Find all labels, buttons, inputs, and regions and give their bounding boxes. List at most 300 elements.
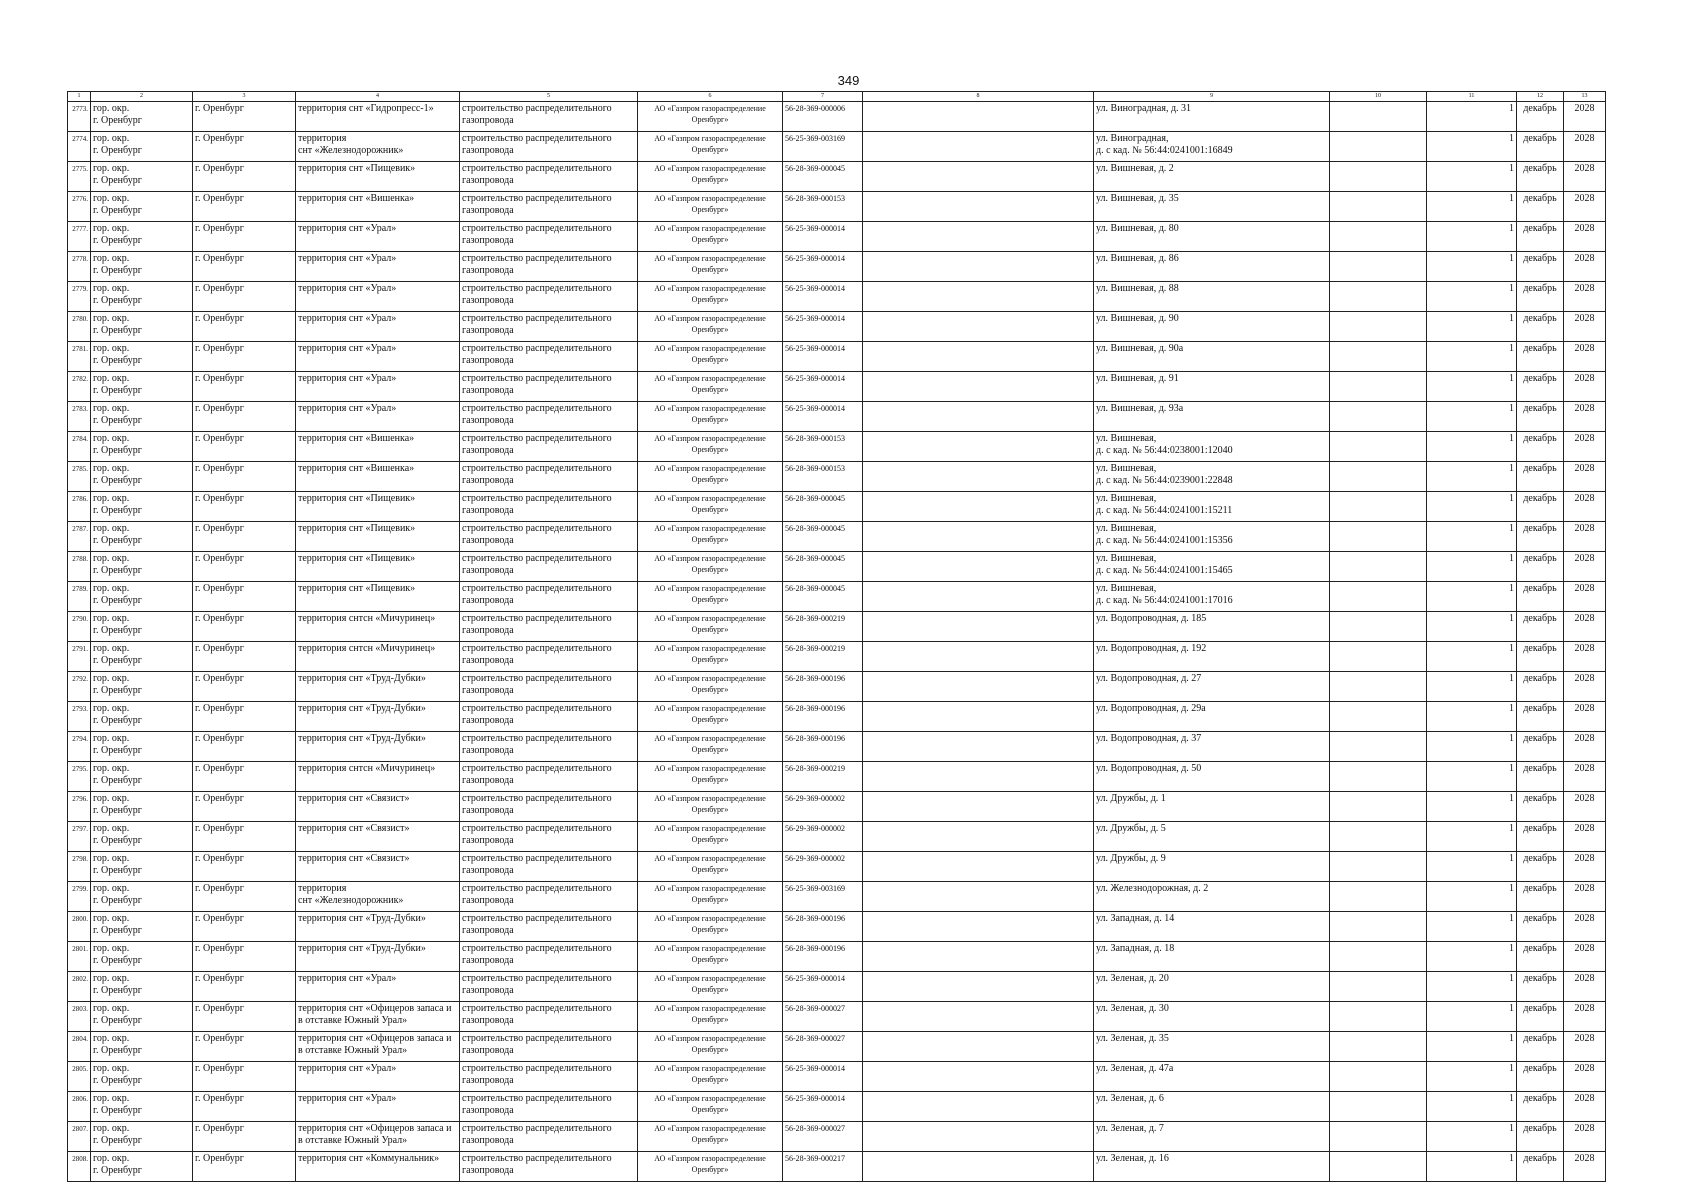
cell-registry-number: 56-25-369-003169 [783,132,863,162]
cell-column-8 [863,222,1094,252]
cell-quantity: 1 [1427,912,1517,942]
cell-municipal-district: гор. окр. г. Оренбург [91,1032,193,1062]
cell-year: 2028 [1564,222,1606,252]
cell-territory: территория снт «Пищевик» [296,552,460,582]
column-number-7: 7 [783,92,863,102]
column-number-9: 9 [1094,92,1330,102]
cell-column-10 [1330,582,1427,612]
cell-address: ул. Зеленая, д. 20 [1094,972,1330,1002]
cell-month: декабрь [1517,702,1564,732]
table-row [68,882,1606,912]
cell-work-type: строительство распределительного газопровода [460,882,638,912]
cell-month: декабрь [1517,432,1564,462]
cell-settlement: г. Оренбург [193,342,296,372]
cell-row-number: 2784. [68,432,91,462]
cell-municipal-district: гор. окр. г. Оренбург [91,612,193,642]
cell-month: декабрь [1517,552,1564,582]
cell-quantity: 1 [1427,1062,1517,1092]
cell-settlement: г. Оренбург [193,132,296,162]
cell-column-8 [863,192,1094,222]
table-row [68,942,1606,972]
table-row [68,102,1606,132]
cell-column-8 [863,1122,1094,1152]
cell-column-10 [1330,792,1427,822]
cell-organization: АО «Газпром газораспределение Оренбург» [638,462,783,492]
cell-quantity: 1 [1427,732,1517,762]
cell-settlement: г. Оренбург [193,672,296,702]
cell-column-8 [863,852,1094,882]
cell-column-10 [1330,762,1427,792]
cell-settlement: г. Оренбург [193,912,296,942]
cell-year: 2028 [1564,372,1606,402]
cell-registry-number: 56-25-369-000014 [783,1092,863,1122]
cell-row-number: 2777. [68,222,91,252]
cell-year: 2028 [1564,102,1606,132]
cell-settlement: г. Оренбург [193,732,296,762]
cell-settlement: г. Оренбург [193,1122,296,1152]
cell-month: декабрь [1517,852,1564,882]
cell-territory: территория снт «Труд-Дубки» [296,942,460,972]
cell-work-type: строительство распределительного газопровода [460,372,638,402]
cell-municipal-district: гор. окр. г. Оренбург [91,132,193,162]
cell-column-10 [1330,1092,1427,1122]
cell-work-type: строительство распределительного газопровода [460,162,638,192]
cell-column-8 [863,942,1094,972]
cell-address: ул. Вишневая, д. с кад. № 56:44:0241001:17016 [1094,582,1330,612]
cell-month: декабрь [1517,252,1564,282]
cell-settlement: г. Оренбург [193,942,296,972]
cell-work-type: строительство распределительного газопровода [460,762,638,792]
cell-address: ул. Водопроводная, д. 185 [1094,612,1330,642]
cell-work-type: строительство распределительного газопровода [460,462,638,492]
cell-month: декабрь [1517,1092,1564,1122]
cell-month: декабрь [1517,792,1564,822]
cell-column-8 [863,372,1094,402]
cell-year: 2028 [1564,1122,1606,1152]
cell-year: 2028 [1564,252,1606,282]
column-number-8: 8 [863,92,1094,102]
cell-quantity: 1 [1427,372,1517,402]
table-row [68,192,1606,222]
cell-column-8 [863,642,1094,672]
cell-quantity: 1 [1427,252,1517,282]
table-row [68,492,1606,522]
table-row [68,822,1606,852]
cell-address: ул. Вишневая, д. 93а [1094,402,1330,432]
cell-row-number: 2787. [68,522,91,552]
cell-territory: территория снт «Труд-Дубки» [296,702,460,732]
cell-column-10 [1330,642,1427,672]
cell-row-number: 2795. [68,762,91,792]
cell-work-type: строительство распределительного газопровода [460,492,638,522]
cell-quantity: 1 [1427,612,1517,642]
cell-quantity: 1 [1427,312,1517,342]
cell-column-10 [1330,522,1427,552]
cell-registry-number: 56-28-369-000153 [783,462,863,492]
table-row [68,282,1606,312]
cell-territory: территория снт «Связист» [296,852,460,882]
cell-work-type: строительство распределительного газопровода [460,312,638,342]
cell-registry-number: 56-28-369-000196 [783,912,863,942]
cell-column-8 [863,792,1094,822]
cell-quantity: 1 [1427,582,1517,612]
cell-territory: территория снт «Железнодорожник» [296,882,460,912]
cell-territory: территория снт «Вишенка» [296,432,460,462]
cell-registry-number: 56-25-369-000014 [783,402,863,432]
cell-quantity: 1 [1427,522,1517,552]
cell-registry-number: 56-28-369-000153 [783,192,863,222]
column-number-2: 2 [91,92,193,102]
cell-territory: территория снт «Офицеров запаса и в отставке Южный Урал» [296,1002,460,1032]
cell-settlement: г. Оренбург [193,642,296,672]
cell-column-10 [1330,1062,1427,1092]
cell-row-number: 2782. [68,372,91,402]
cell-quantity: 1 [1427,342,1517,372]
cell-month: декабрь [1517,402,1564,432]
cell-row-number: 2790. [68,612,91,642]
cell-territory: территория снт «Труд-Дубки» [296,732,460,762]
cell-column-8 [863,1032,1094,1062]
cell-work-type: строительство распределительного газопровода [460,342,638,372]
cell-column-10 [1330,1152,1427,1182]
cell-address: ул. Железнодорожная, д. 2 [1094,882,1330,912]
cell-column-8 [863,282,1094,312]
cell-address: ул. Водопроводная, д. 192 [1094,642,1330,672]
cell-settlement: г. Оренбург [193,432,296,462]
cell-year: 2028 [1564,882,1606,912]
cell-territory: территория снт «Офицеров запаса и в отставке Южный Урал» [296,1122,460,1152]
cell-month: декабрь [1517,1032,1564,1062]
cell-territory: территория снт «Связист» [296,822,460,852]
table-row [68,912,1606,942]
cell-row-number: 2783. [68,402,91,432]
cell-quantity: 1 [1427,462,1517,492]
cell-quantity: 1 [1427,162,1517,192]
cell-settlement: г. Оренбург [193,192,296,222]
cell-column-10 [1330,462,1427,492]
cell-registry-number: 56-28-369-000045 [783,492,863,522]
cell-quantity: 1 [1427,222,1517,252]
cell-column-8 [863,132,1094,162]
cell-address: ул. Вишневая, д. с кад. № 56:44:0238001:12040 [1094,432,1330,462]
cell-work-type: строительство распределительного газопровода [460,1152,638,1182]
cell-organization: АО «Газпром газораспределение Оренбург» [638,552,783,582]
cell-column-10 [1330,432,1427,462]
cell-month: декабрь [1517,372,1564,402]
cell-work-type: строительство распределительного газопровода [460,1092,638,1122]
cell-municipal-district: гор. окр. г. Оренбург [91,282,193,312]
cell-municipal-district: гор. окр. г. Оренбург [91,1152,193,1182]
cell-work-type: строительство распределительного газопровода [460,192,638,222]
table-row [68,372,1606,402]
cell-month: декабрь [1517,132,1564,162]
cell-organization: АО «Газпром газораспределение Оренбург» [638,942,783,972]
cell-work-type: строительство распределительного газопровода [460,912,638,942]
column-number-6: 6 [638,92,783,102]
cell-municipal-district: гор. окр. г. Оренбург [91,342,193,372]
cell-settlement: г. Оренбург [193,1092,296,1122]
cell-row-number: 2804. [68,1032,91,1062]
cell-column-10 [1330,612,1427,642]
cell-settlement: г. Оренбург [193,612,296,642]
table-row [68,462,1606,492]
cell-organization: АО «Газпром газораспределение Оренбург» [638,912,783,942]
cell-territory: территория снт «Связист» [296,792,460,822]
cell-municipal-district: гор. окр. г. Оренбург [91,102,193,132]
cell-column-8 [863,432,1094,462]
cell-municipal-district: гор. окр. г. Оренбург [91,192,193,222]
cell-registry-number: 56-28-369-000045 [783,162,863,192]
cell-territory: территория снт «Пищевик» [296,162,460,192]
cell-column-8 [863,972,1094,1002]
cell-settlement: г. Оренбург [193,1002,296,1032]
cell-organization: АО «Газпром газораспределение Оренбург» [638,522,783,552]
cell-work-type: строительство распределительного газопровода [460,252,638,282]
cell-column-10 [1330,372,1427,402]
table-row [68,1002,1606,1032]
cell-row-number: 2786. [68,492,91,522]
cell-municipal-district: гор. окр. г. Оренбург [91,672,193,702]
cell-row-number: 2792. [68,672,91,702]
cell-month: декабрь [1517,612,1564,642]
cell-quantity: 1 [1427,672,1517,702]
cell-territory: территория снт «Урал» [296,222,460,252]
table-row [68,132,1606,162]
cell-address: ул. Зеленая, д. 47а [1094,1062,1330,1092]
cell-work-type: строительство распределительного газопровода [460,972,638,1002]
cell-municipal-district: гор. окр. г. Оренбург [91,942,193,972]
cell-quantity: 1 [1427,282,1517,312]
cell-settlement: г. Оренбург [193,252,296,282]
cell-year: 2028 [1564,642,1606,672]
cell-row-number: 2807. [68,1122,91,1152]
cell-quantity: 1 [1427,822,1517,852]
table-row [68,252,1606,282]
cell-registry-number: 56-28-369-000027 [783,1122,863,1152]
cell-address: ул. Водопроводная, д. 37 [1094,732,1330,762]
cell-address: ул. Западная, д. 18 [1094,942,1330,972]
column-number-12: 12 [1517,92,1564,102]
cell-territory: территория снт «Урал» [296,402,460,432]
column-number-4: 4 [296,92,460,102]
cell-registry-number: 56-25-369-000014 [783,252,863,282]
cell-settlement: г. Оренбург [193,522,296,552]
cell-territory: территория снт «Урал» [296,372,460,402]
cell-column-8 [863,552,1094,582]
cell-address: ул. Зеленая, д. 16 [1094,1152,1330,1182]
cell-territory: территория снт «Пищевик» [296,582,460,612]
cell-address: ул. Дружбы, д. 1 [1094,792,1330,822]
cell-settlement: г. Оренбург [193,1062,296,1092]
column-number-13: 13 [1564,92,1606,102]
cell-month: декабрь [1517,912,1564,942]
cell-registry-number: 56-25-369-000014 [783,282,863,312]
cell-settlement: г. Оренбург [193,222,296,252]
cell-row-number: 2779. [68,282,91,312]
cell-column-8 [863,612,1094,642]
cell-organization: АО «Газпром газораспределение Оренбург» [638,852,783,882]
cell-quantity: 1 [1427,942,1517,972]
cell-column-8 [863,522,1094,552]
cell-registry-number: 56-28-369-000027 [783,1002,863,1032]
cell-settlement: г. Оренбург [193,822,296,852]
cell-work-type: строительство распределительного газопровода [460,102,638,132]
cell-quantity: 1 [1427,1032,1517,1062]
cell-registry-number: 56-25-369-000014 [783,372,863,402]
cell-column-10 [1330,312,1427,342]
cell-municipal-district: гор. окр. г. Оренбург [91,402,193,432]
cell-registry-number: 56-28-369-000196 [783,942,863,972]
cell-address: ул. Вишневая, д. 90 [1094,312,1330,342]
cell-territory: территория снт «Пищевик» [296,492,460,522]
cell-municipal-district: гор. окр. г. Оренбург [91,972,193,1002]
cell-row-number: 2785. [68,462,91,492]
cell-year: 2028 [1564,522,1606,552]
cell-column-10 [1330,192,1427,222]
cell-row-number: 2798. [68,852,91,882]
cell-year: 2028 [1564,762,1606,792]
cell-settlement: г. Оренбург [193,372,296,402]
cell-quantity: 1 [1427,1002,1517,1032]
cell-territory: территория снт «Гидропресс-1» [296,102,460,132]
cell-year: 2028 [1564,612,1606,642]
cell-year: 2028 [1564,582,1606,612]
cell-address: ул. Вишневая, д. 91 [1094,372,1330,402]
cell-municipal-district: гор. окр. г. Оренбург [91,882,193,912]
cell-organization: АО «Газпром газораспределение Оренбург» [638,1152,783,1182]
cell-row-number: 2775. [68,162,91,192]
cell-territory: территория снт «Труд-Дубки» [296,912,460,942]
cell-municipal-district: гор. окр. г. Оренбург [91,1122,193,1152]
cell-column-8 [863,882,1094,912]
cell-work-type: строительство распределительного газопровода [460,432,638,462]
cell-year: 2028 [1564,1152,1606,1182]
table-row [68,402,1606,432]
cell-organization: АО «Газпром газораспределение Оренбург» [638,1002,783,1032]
cell-settlement: г. Оренбург [193,792,296,822]
cell-work-type: строительство распределительного газопровода [460,402,638,432]
cell-organization: АО «Газпром газораспределение Оренбург» [638,732,783,762]
cell-organization: АО «Газпром газораспределение Оренбург» [638,162,783,192]
cell-month: декабрь [1517,1002,1564,1032]
cell-organization: АО «Газпром газораспределение Оренбург» [638,1122,783,1152]
cell-settlement: г. Оренбург [193,162,296,192]
cell-month: декабрь [1517,822,1564,852]
cell-municipal-district: гор. окр. г. Оренбург [91,1002,193,1032]
cell-row-number: 2773. [68,102,91,132]
cell-quantity: 1 [1427,402,1517,432]
table-row [68,852,1606,882]
cell-territory: территория снтсн «Мичуринец» [296,762,460,792]
cell-organization: АО «Газпром газораспределение Оренбург» [638,282,783,312]
cell-territory: территория снт «Урал» [296,1092,460,1122]
cell-settlement: г. Оренбург [193,282,296,312]
cell-month: декабрь [1517,732,1564,762]
cell-row-number: 2781. [68,342,91,372]
cell-organization: АО «Газпром газораспределение Оренбург» [638,432,783,462]
cell-quantity: 1 [1427,702,1517,732]
cell-month: декабрь [1517,942,1564,972]
cell-year: 2028 [1564,822,1606,852]
cell-column-10 [1330,882,1427,912]
cell-month: декабрь [1517,642,1564,672]
table-row [68,1122,1606,1152]
cell-organization: АО «Газпром газораспределение Оренбург» [638,1032,783,1062]
cell-row-number: 2797. [68,822,91,852]
cell-year: 2028 [1564,912,1606,942]
cell-year: 2028 [1564,972,1606,1002]
cell-column-10 [1330,552,1427,582]
cell-municipal-district: гор. окр. г. Оренбург [91,822,193,852]
cell-quantity: 1 [1427,1152,1517,1182]
cell-year: 2028 [1564,552,1606,582]
cell-work-type: строительство распределительного газопровода [460,552,638,582]
cell-address: ул. Дружбы, д. 9 [1094,852,1330,882]
cell-quantity: 1 [1427,192,1517,222]
cell-column-8 [863,312,1094,342]
cell-year: 2028 [1564,492,1606,522]
cell-municipal-district: гор. окр. г. Оренбург [91,732,193,762]
cell-quantity: 1 [1427,882,1517,912]
cell-registry-number: 56-28-369-000027 [783,1032,863,1062]
cell-column-8 [863,1062,1094,1092]
cell-year: 2028 [1564,1062,1606,1092]
cell-organization: АО «Газпром газораспределение Оренбург» [638,972,783,1002]
cell-registry-number: 56-28-369-000006 [783,102,863,132]
cell-settlement: г. Оренбург [193,492,296,522]
cell-territory: территория снт «Урал» [296,252,460,282]
table-header-row [68,92,1606,102]
cell-organization: АО «Газпром газораспределение Оренбург» [638,342,783,372]
cell-month: декабрь [1517,672,1564,702]
cell-registry-number: 56-25-369-003169 [783,882,863,912]
cell-municipal-district: гор. окр. г. Оренбург [91,252,193,282]
cell-territory: территория снт «Урал» [296,342,460,372]
cell-row-number: 2789. [68,582,91,612]
cell-registry-number: 56-28-369-000219 [783,642,863,672]
cell-municipal-district: гор. окр. г. Оренбург [91,522,193,552]
cell-municipal-district: гор. окр. г. Оренбург [91,492,193,522]
cell-address: ул. Дружбы, д. 5 [1094,822,1330,852]
cell-organization: АО «Газпром газораспределение Оренбург» [638,192,783,222]
cell-work-type: строительство распределительного газопровода [460,732,638,762]
column-number-11: 11 [1427,92,1517,102]
cell-year: 2028 [1564,732,1606,762]
cell-registry-number: 56-29-369-000002 [783,822,863,852]
cell-municipal-district: гор. окр. г. Оренбург [91,372,193,402]
cell-year: 2028 [1564,462,1606,492]
cell-settlement: г. Оренбург [193,972,296,1002]
table-row [68,222,1606,252]
cell-organization: АО «Газпром газораспределение Оренбург» [638,1092,783,1122]
cell-month: декабрь [1517,522,1564,552]
cell-registry-number: 56-25-369-000014 [783,342,863,372]
cell-month: декабрь [1517,102,1564,132]
cell-quantity: 1 [1427,132,1517,162]
cell-organization: АО «Газпром газораспределение Оренбург» [638,132,783,162]
cell-address: ул. Вишневая, д. с кад. № 56:44:0239001:22848 [1094,462,1330,492]
cell-year: 2028 [1564,162,1606,192]
cell-row-number: 2808. [68,1152,91,1182]
cell-organization: АО «Газпром газораспределение Оренбург» [638,672,783,702]
cell-work-type: строительство распределительного газопровода [460,582,638,612]
cell-settlement: г. Оренбург [193,1152,296,1182]
cell-quantity: 1 [1427,972,1517,1002]
table-row [68,972,1606,1002]
cell-work-type: строительство распределительного газопровода [460,672,638,702]
cell-settlement: г. Оренбург [193,852,296,882]
cell-organization: АО «Газпром газораспределение Оренбург» [638,792,783,822]
